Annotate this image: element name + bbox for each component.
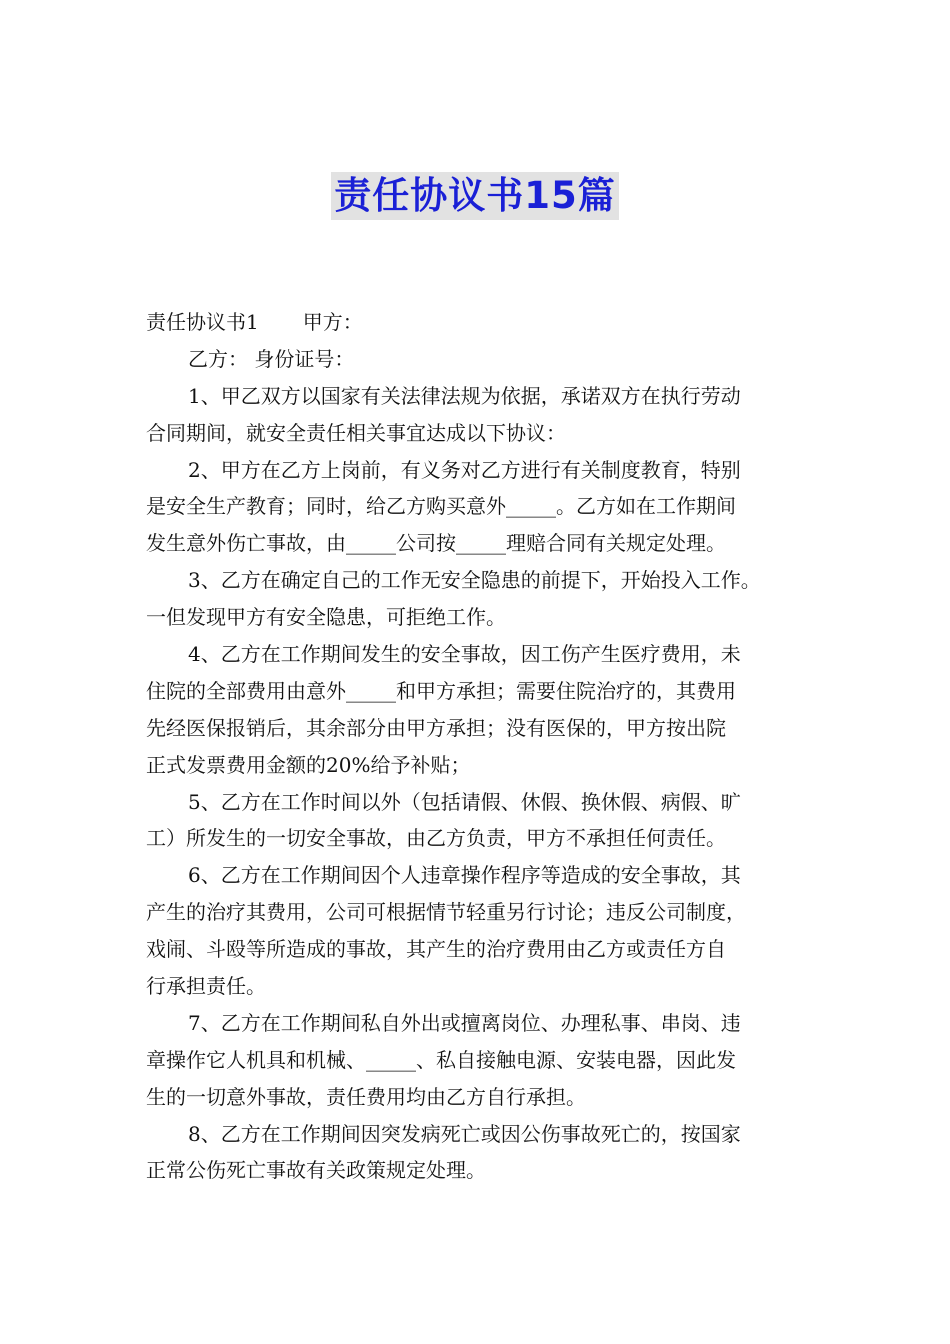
title-container: [0, 172, 950, 220]
text-line: 正式发票费用金额的20%给予补贴；: [146, 752, 471, 777]
text-line: 2、甲方在乙方上岗前，有义务对乙方进行有关制度教育，特别: [188, 457, 741, 482]
text-line: 是安全生产教育；同时，给乙方购买意外_____。乙方如在工作期间: [146, 494, 736, 519]
text-line: 5、乙方在工作时间以外（包括请假、休假、换休假、病假、旷: [188, 789, 741, 814]
text-line: 戏闹、斗殴等所造成的事故，其产生的治疗费用由乙方或责任方自: [146, 937, 726, 962]
document-body: [146, 304, 814, 1189]
document-title: 责任协议书15篇: [331, 172, 619, 220]
text-line: 生的一切意外事故，责任费用均由乙方自行承担。: [146, 1084, 586, 1109]
text-line: 行承担责任。: [146, 974, 266, 999]
party-a-label: 甲方：: [302, 310, 363, 334]
text-line: 章操作它人机具和机械、_____、私自接触电源、安装电器，因此发: [146, 1047, 736, 1072]
first-line: [146, 304, 814, 341]
text-line: 工）所发生的一切安全事故，由乙方负责，甲方不承担任何责任。: [146, 826, 726, 851]
text-line: 8、乙方在工作期间因突发病死亡或因公伤事故死亡的，按国家: [188, 1121, 741, 1146]
text-line: 乙方： 身份证号：: [188, 346, 355, 371]
text-line: 正常公伤死亡事故有关政策规定处理。: [146, 1158, 486, 1183]
agreement-heading: 责任协议书1: [146, 310, 259, 334]
paragraph-lines: [146, 341, 814, 1189]
text-line: 4、乙方在工作期间发生的安全事故，因工伤产生医疗费用，未: [188, 642, 741, 667]
text-line: 先经医保报销后，其余部分由甲方承担；没有医保的，甲方按出院: [146, 715, 726, 740]
text-line: 合同期间，就安全责任相关事宜达成以下协议：: [146, 420, 566, 445]
text-line: 产生的治疗其费用，公司可根据情节轻重另行讨论；违反公司制度，: [146, 900, 746, 925]
text-line: 住院的全部费用由意外_____和甲方承担；需要住院治疗的，其费用: [146, 678, 736, 703]
text-line: 6、乙方在工作期间因个人违章操作程序等造成的安全事故，其: [188, 863, 741, 888]
text-line: 3、乙方在确定自己的工作无安全隐患的前提下，开始投入工作。: [188, 568, 761, 593]
text-line: 发生意外伤亡事故，由_____公司按_____理赔合同有关规定处理。: [146, 531, 726, 556]
text-line: 1、甲乙双方以国家有关法律法规为依据，承诺双方在执行劳动: [188, 383, 741, 408]
text-line: 一但发现甲方有安全隐患，可拒绝工作。: [146, 605, 506, 630]
text-line: 7、乙方在工作期间私自外出或擅离岗位、办理私事、串岗、违: [188, 1010, 741, 1035]
